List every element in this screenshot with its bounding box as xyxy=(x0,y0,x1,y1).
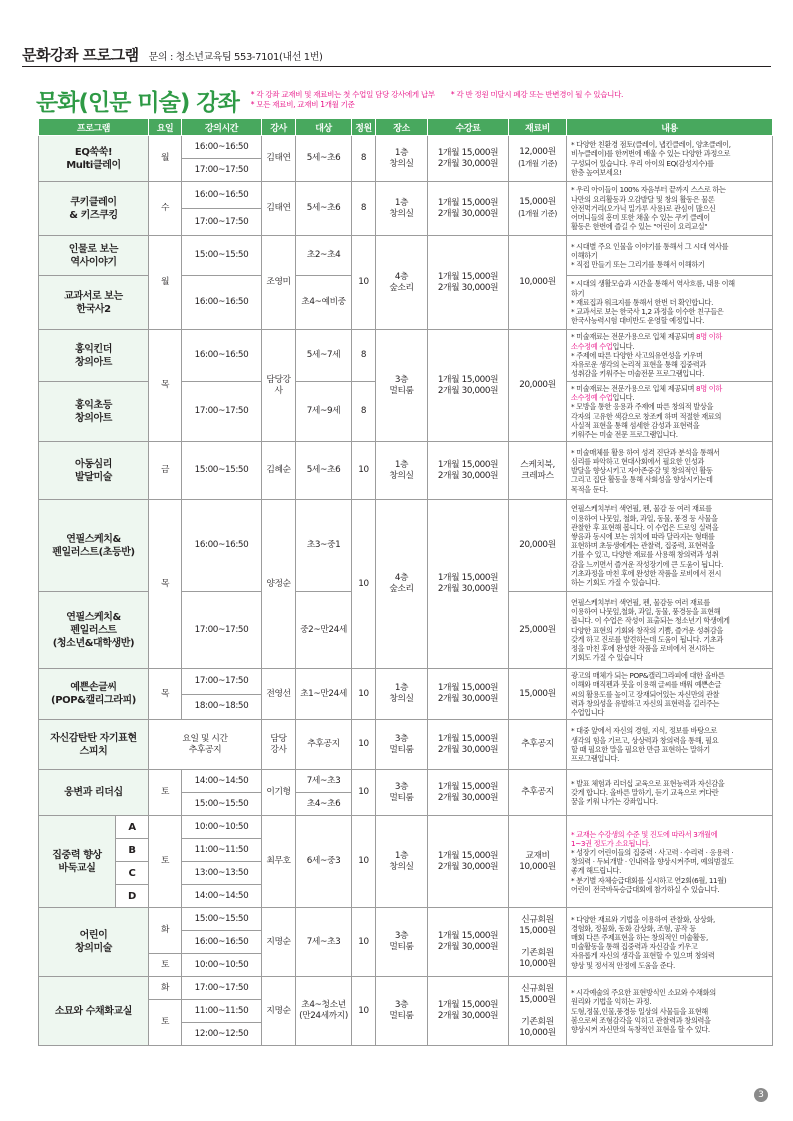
teacher-cell: 지명순 xyxy=(262,908,296,977)
target-cell: 7세~초3 xyxy=(296,908,352,977)
place-cell: 3층 멀티룸 xyxy=(376,770,428,816)
time-cell: 17:00~17:50 xyxy=(182,669,262,695)
description-cell: * 우리 아이들이 100% 자음부터 끝까지 스스로 하는 나만의 요리활동과 오감발달 및 창의 활동은 물론 안전먹거리(오가닉 밀가루 사용)로 관심이 많으신 어머니들의 흥미 또한 채울 수 있는 쿠키 클레이 활동은 한번에 즐길 수 있는 "어린이 요리교실" xyxy=(567,182,773,236)
program-name: 자신감탄탄 자기표현 스피치 xyxy=(39,720,149,770)
description-cell: * 시대의 생활모습과 시간을 통해서 역사흐름, 내용 이해 하기 * 재료집과 워크지를 통해서 한번 더 확인합니다. * 교과서로 보는 한국사 1,2 과정을 이수한 친구들은 한국사능력시험 대비반도 운영할 예정입니다. xyxy=(567,276,773,330)
day-cell: 목 xyxy=(149,330,182,442)
material-cell: 20,000원 xyxy=(509,500,567,592)
fee-cell: 1개월 15,000원 2개월 30,000원 xyxy=(428,500,509,669)
time-cell: 17:00~17:50 xyxy=(182,977,262,1000)
schedule-table xyxy=(38,118,773,1046)
teacher-cell: 담당 강사 xyxy=(262,720,296,770)
target-cell: 초2~초4 xyxy=(296,236,352,276)
place-cell: 3층 멀티룸 xyxy=(376,908,428,977)
description-cell: 광고의 매체가 되는 POP&캘리그라피에 대한 올바른 이해와 매직펜과 붓을 이용해 글씨를 배워 예쁜손글 씨의 활용도를 높이고 장재되어있는 자신만의 관찰 력과 창의성을 유발하고 자신의 표현력을 길러주는 수업입니다 xyxy=(567,669,773,720)
time-cell: 11:00~11:50 xyxy=(182,839,262,862)
material-cell: 스케치북, 크레파스 xyxy=(509,442,567,500)
description-cell: * 시대별 주요 인물을 이야기를 통해서 그 시대 역사를 이해하기 * 직접 만들기 또는 그리기를 통해서 이해하기 xyxy=(567,236,773,276)
table-row xyxy=(39,816,773,839)
col-description: 내용 xyxy=(567,119,773,136)
material-cell: 신규회원 15,000원 기존회원 10,000원 xyxy=(509,977,567,1046)
fee-cell: 1개월 15,000원 2개월 30,000원 xyxy=(428,770,509,816)
capacity-cell: 8 xyxy=(352,382,376,442)
day-cell: 화 xyxy=(149,908,182,954)
target-cell: 중2~만24세 xyxy=(296,592,352,669)
material-cell: 15,000원 xyxy=(509,669,567,720)
teacher-cell: 김혜순 xyxy=(262,442,296,500)
target-cell: 초1~만24세 xyxy=(296,669,352,720)
table-row xyxy=(39,977,773,1000)
col-day: 요일 xyxy=(149,119,182,136)
header-divider xyxy=(22,66,771,67)
time-cell: 16:00~16:50 xyxy=(182,136,262,159)
program-name: 예쁜손글씨 (POP&캘리그라피) xyxy=(39,669,149,720)
fee-cell: 1개월 15,000원 2개월 30,000원 xyxy=(428,182,509,236)
time-cell: 16:00~16:50 xyxy=(182,276,262,330)
capacity-cell: 10 xyxy=(352,977,376,1046)
time-cell: 14:00~14:50 xyxy=(182,885,262,908)
time-cell: 12:00~12:50 xyxy=(182,1023,262,1046)
time-cell: 18:00~18:50 xyxy=(182,694,262,720)
time-cell: 16:00~16:50 xyxy=(182,330,262,382)
place-cell: 1층 창의실 xyxy=(376,669,428,720)
day-cell: 목 xyxy=(149,500,182,669)
day-cell: 수 xyxy=(149,182,182,236)
description-cell: 연필스케치부터 색연필, 펜, 물감 등 여러 재료를 이용하여 나뭇잎, 철화, 과일, 동물, 풍경 등 사물을 관찰한 후 표현해 봅니다. 이 수업은 드로잉 실력을 쌓음과 동시에 보는 위치에 따라 달라지는 형태를 표현하며 초등생에게는 관찰력, 집중력, 표현력을 기를 수 있고, 다양한 재료를 사용해 창의력과 성취 감을 느끼면서 즐겨운 작성장기에 큰 도움이 됩니다. 기초과정을 마친 후에 완성한 작품을 로비에서 전시 하는 기회도 가질 수 있습니다. xyxy=(567,500,773,592)
time-cell: 16:00~16:50 xyxy=(182,500,262,592)
section-title: 문화(인문 미술) 강좌 xyxy=(36,90,239,116)
time-cell: 15:00~15:50 xyxy=(182,908,262,931)
table-row xyxy=(39,720,773,770)
note-1: * 각 강좌 교재비 및 재료비는 첫 수업일 담당 강사에게 납부 xyxy=(250,90,435,99)
table-row xyxy=(39,908,773,931)
description-cell: * 발표 체험과 리더십 교육으로 표현능력과 자신감을 갖게 합니다. 올바른 말하기, 듣기 교육으로 커다란 꿈을 키워 나가는 강좌입니다. xyxy=(567,770,773,816)
description-cell: * 미술재료는 전문가용으로 입체 제공되며 8명 이하 소수정예 수업입니다. * 주제에 따른 다양한 사고의유연성을 키우며 자유로운 생각의 논리적 표현을 통해 집중력과 성취감을 키워주는 미술전문 프로그램입니다. xyxy=(567,330,773,382)
note-2: * 모든 재료비, 교재비 1개월 기준 xyxy=(250,100,355,109)
note-3: * 각 반 정원 미달시 폐강 또는 반변경이 될 수 있습니다. xyxy=(450,90,624,99)
material-cell: 신규회원 15,000원 기존회원 10,000원 xyxy=(509,908,567,977)
capacity-cell: 10 xyxy=(352,908,376,977)
description-cell: * 미술매체를 활용 하여 성격 진단과 분석을 통해서 심리를 파악하고 현대사회에서 필요한 인성과 발달을 향상시키고 자아존중감 및 창의적인 활동 그리고 집단 활동을 통해 사회성을 향상시키는데 목적을 둔다. xyxy=(567,442,773,500)
material-cell: 10,000원 xyxy=(509,236,567,330)
fee-cell: 1개월 15,000원 2개월 30,000원 xyxy=(428,977,509,1046)
capacity-cell: 8 xyxy=(352,330,376,382)
target-cell: 5세~초6 xyxy=(296,442,352,500)
capacity-cell: 8 xyxy=(352,182,376,236)
page-title: 문화강좌 프로그램 xyxy=(22,46,139,64)
day-cell: 토 xyxy=(149,770,182,816)
place-cell: 3층 멀티룸 xyxy=(376,330,428,442)
target-cell: 초3~중1 xyxy=(296,500,352,592)
time-cell: 17:00~17:50 xyxy=(182,382,262,442)
col-time: 강의시간 xyxy=(182,119,262,136)
day-cell: 금 xyxy=(149,442,182,500)
place-cell: 1층 창의실 xyxy=(376,182,428,236)
time-cell: 15:00~15:50 xyxy=(182,236,262,276)
col-program: 프로그램 xyxy=(39,119,149,136)
time-cell: 16:00~16:50 xyxy=(182,182,262,209)
col-place: 장소 xyxy=(376,119,428,136)
place-cell: 4층 숲소리 xyxy=(376,500,428,669)
fee-cell: 1개월 15,000원 2개월 30,000원 xyxy=(428,330,509,442)
col-capacity: 정원 xyxy=(352,119,376,136)
table-header-row xyxy=(39,119,773,136)
day-cell: 토 xyxy=(149,1000,182,1046)
table-row xyxy=(39,500,773,592)
description-cell: * 다양한 재료와 기법을 이용하여 관찰화, 상상화, 경험화, 정물화, 동화 감상화, 조형, 공작 등 매회 다른 주제표현을 하는 창의적인 미술활동, 미술활동을 통해 집중력과 자신감을 키우고 자유롭게 자신의 생각을 표현할 수 있으며 창의력 향상 및 정서적 안정에 도움을 준다. xyxy=(567,908,773,977)
target-cell: 6세~중3 xyxy=(296,816,352,908)
program-name: 교과서로 보는 한국사2 xyxy=(39,276,149,330)
table-row xyxy=(39,182,773,209)
teacher-cell: 조영미 xyxy=(262,236,296,330)
table-row xyxy=(39,669,773,695)
program-name: 홍익킨더 창의아트 xyxy=(39,330,149,382)
fee-cell: 1개월 15,000원 2개월 30,000원 xyxy=(428,236,509,330)
program-name: 쿠키클레이 & 키즈쿠킹 xyxy=(39,182,149,236)
time-cell: 15:00~15:50 xyxy=(182,793,262,816)
teacher-cell: 담당강사 xyxy=(262,330,296,442)
table-row xyxy=(39,442,773,500)
page-header xyxy=(22,44,323,65)
section-heading xyxy=(36,84,623,117)
program-name: 웅변과 리더십 xyxy=(39,770,149,816)
description-cell: * 미술재료는 전문가용으로 입체 제공되며 8명 이하 소수정예 수업입니다. * 모방을 통한 응용과 주제에 따른 창의적 발상을 각자의 고유한 색감으로 창조케 하며 적절한 재료의 사실적 표현을 통해 섬세한 감성과 표현력을 키워주는 미술 전문 프로그램입니다. xyxy=(567,382,773,442)
teacher-cell: 이기형 xyxy=(262,770,296,816)
table-row xyxy=(39,770,773,793)
target-cell: 5세~초6 xyxy=(296,136,352,182)
fee-cell: 1개월 15,000원 2개월 30,000원 xyxy=(428,669,509,720)
target-cell: 초4~예비중 xyxy=(296,276,352,330)
target-cell: 5세~초6 xyxy=(296,182,352,236)
fee-cell: 1개월 15,000원 2개월 30,000원 xyxy=(428,720,509,770)
place-cell: 1층 창의실 xyxy=(376,136,428,182)
description-cell: * 교재는 수강생의 수준 및 진도에 따라서 3개월에 1~3권 정도가 소요됩니다. * 성장기 어린이들의 집중력 · 사고력 · 수리력 · 응용력 · 창의력 · 두뇌개발 · 인내력을 향상시켜주며, 예의범절도 좋게 해드립니다. * 분기별 자체승급대회를 실시하고 연2회(6월, 11월) 어린이 전국바둑승급대회에 참가하실 수 있습니다. xyxy=(567,816,773,908)
capacity-cell: 10 xyxy=(352,720,376,770)
time-cell: 17:00~17:50 xyxy=(182,209,262,236)
program-name: 어린이 창의미술 xyxy=(39,908,149,977)
material-cell: 추후공지 xyxy=(509,770,567,816)
material-cell: 12,000원 (1개월 기준) xyxy=(509,136,567,182)
target-cell: 초4~초6 xyxy=(296,793,352,816)
material-cell: 교재비 10,000원 xyxy=(509,816,567,908)
program-name: 연필스케치& 펜일러스트(초등반) xyxy=(39,500,149,592)
program-name: 집중력 향상 바둑교실 xyxy=(39,816,116,908)
place-cell: 4층 숲소리 xyxy=(376,236,428,330)
target-cell: 초4~청소년 (만24세까지) xyxy=(296,977,352,1046)
time-cell: 11:00~11:50 xyxy=(182,1000,262,1023)
program-name: 연필스케치& 펜일러스트 (청소년&대학생반) xyxy=(39,592,149,669)
daytime-cell: 요일 및 시간 추후공지 xyxy=(149,720,262,770)
description-cell: * 대중 앞에서 자신의 경험, 지식, 정보를 바탕으로 생각의 힘을 기르고, 상상력과 창의력을 통해, 필요 할 때 필요한 말을 필요한 만큼 표현하는 말하기 프로그램입니다. xyxy=(567,720,773,770)
target-cell: 5세~7세 xyxy=(296,330,352,382)
day-cell: 월 xyxy=(149,236,182,330)
capacity-cell: 10 xyxy=(352,770,376,816)
teacher-cell: 김태연 xyxy=(262,136,296,182)
time-cell: 13:00~13:50 xyxy=(182,862,262,885)
col-target: 대상 xyxy=(296,119,352,136)
table-row xyxy=(39,136,773,159)
col-fee: 수강료 xyxy=(428,119,509,136)
place-cell: 1층 창의실 xyxy=(376,442,428,500)
program-name: 인물로 보는 역사이야기 xyxy=(39,236,149,276)
description-cell: * 다양한 친환경 점토(클레이, 냅킨클레이, 양초클레이, 비누클레이)를 한꺼번에 배울 수 있는 다양한 과정으로 구성되어 있습니다. 우리 아이의 EQ(감성지수)를 한층 높여보세요! xyxy=(567,136,773,182)
fee-cell: 1개월 15,000원 2개월 30,000원 xyxy=(428,908,509,977)
col-material: 재료비 xyxy=(509,119,567,136)
capacity-cell: 10 xyxy=(352,816,376,908)
teacher-cell: 지명순 xyxy=(262,977,296,1046)
target-cell: 추후공지 xyxy=(296,720,352,770)
fee-cell: 1개월 15,000원 2개월 30,000원 xyxy=(428,136,509,182)
capacity-cell: 10 xyxy=(352,500,376,669)
page-number: 3 xyxy=(754,1088,768,1102)
capacity-cell: 10 xyxy=(352,442,376,500)
program-name: 홍익초등 창의아트 xyxy=(39,382,149,442)
class-b-label: B xyxy=(116,839,149,862)
program-name: 소묘와 수채화교실 xyxy=(39,977,149,1046)
time-cell: 10:00~10:50 xyxy=(182,954,262,977)
teacher-cell: 최무호 xyxy=(262,816,296,908)
time-cell: 14:00~14:50 xyxy=(182,770,262,793)
table-row xyxy=(39,236,773,276)
class-d-label: D xyxy=(116,885,149,908)
section-notes xyxy=(251,90,623,110)
teacher-cell: 김태연 xyxy=(262,182,296,236)
time-cell: 16:00~16:50 xyxy=(182,931,262,954)
day-cell: 화 xyxy=(149,977,182,1000)
teacher-cell: 양정순 xyxy=(262,500,296,669)
day-cell: 토 xyxy=(149,816,182,908)
material-cell: 25,000원 xyxy=(509,592,567,669)
description-cell: 연필스케치부터 색연필, 펜, 물감등 여러 재료를 이용하여 나뭇잎,철화, 과일, 동물, 풍경등을 표현해 봅니다. 이 수업은 작성이 표출되는 청소년기 학생에게 다양한 표현의 기회와 창작의 기쁨, 즐거운 성취감을 갖게 하고 진로를 발견하는데 도움이 됩니다. 기초과 정을 마친 후에 완성한 작품을 로비에서 전시하는 기회도 가질 수 있습니다 xyxy=(567,592,773,669)
time-cell: 15:00~15:50 xyxy=(182,442,262,500)
capacity-cell: 8 xyxy=(352,136,376,182)
place-cell: 1층 창의실 xyxy=(376,816,428,908)
time-cell: 17:00~17:50 xyxy=(182,592,262,669)
program-name: 아동심리 발달미술 xyxy=(39,442,149,500)
class-c-label: C xyxy=(116,862,149,885)
table-row xyxy=(39,330,773,382)
capacity-cell: 10 xyxy=(352,236,376,330)
material-cell: 추후공지 xyxy=(509,720,567,770)
contact-info: 문의 : 청소년교육팀 553-7101(내선 1번) xyxy=(148,52,323,63)
target-cell: 7세~초3 xyxy=(296,770,352,793)
class-a-label: A xyxy=(116,816,149,839)
fee-cell: 1개월 15,000원 2개월 30,000원 xyxy=(428,442,509,500)
time-cell: 17:00~17:50 xyxy=(182,159,262,182)
teacher-cell: 전영선 xyxy=(262,669,296,720)
program-name: EQ쑥쑥! Multi클레이 xyxy=(39,136,149,182)
material-cell: 20,000원 xyxy=(509,330,567,442)
col-teacher: 강사 xyxy=(262,119,296,136)
description-cell: * 시각예술의 주요한 표현방식인 소묘와 수채화의 원리와 기법을 익히는 과정. 도형,정물,인물,풍경등 일상의 사물들을 표현해 봄으로써 조형감각을 익히고 관찰력과 창의력을 향상시켜 자신만의 독창적인 표현을 할 수 있다. xyxy=(567,977,773,1046)
material-cell: 15,000원 (1개월 기준) xyxy=(509,182,567,236)
day-cell: 토 xyxy=(149,954,182,977)
time-cell: 10:00~10:50 xyxy=(182,816,262,839)
day-cell: 목 xyxy=(149,669,182,720)
target-cell: 7세~9세 xyxy=(296,382,352,442)
capacity-cell: 10 xyxy=(352,669,376,720)
place-cell: 3층 멀티룸 xyxy=(376,977,428,1046)
place-cell: 3층 멀티룸 xyxy=(376,720,428,770)
day-cell: 월 xyxy=(149,136,182,182)
fee-cell: 1개월 15,000원 2개월 30,000원 xyxy=(428,816,509,908)
